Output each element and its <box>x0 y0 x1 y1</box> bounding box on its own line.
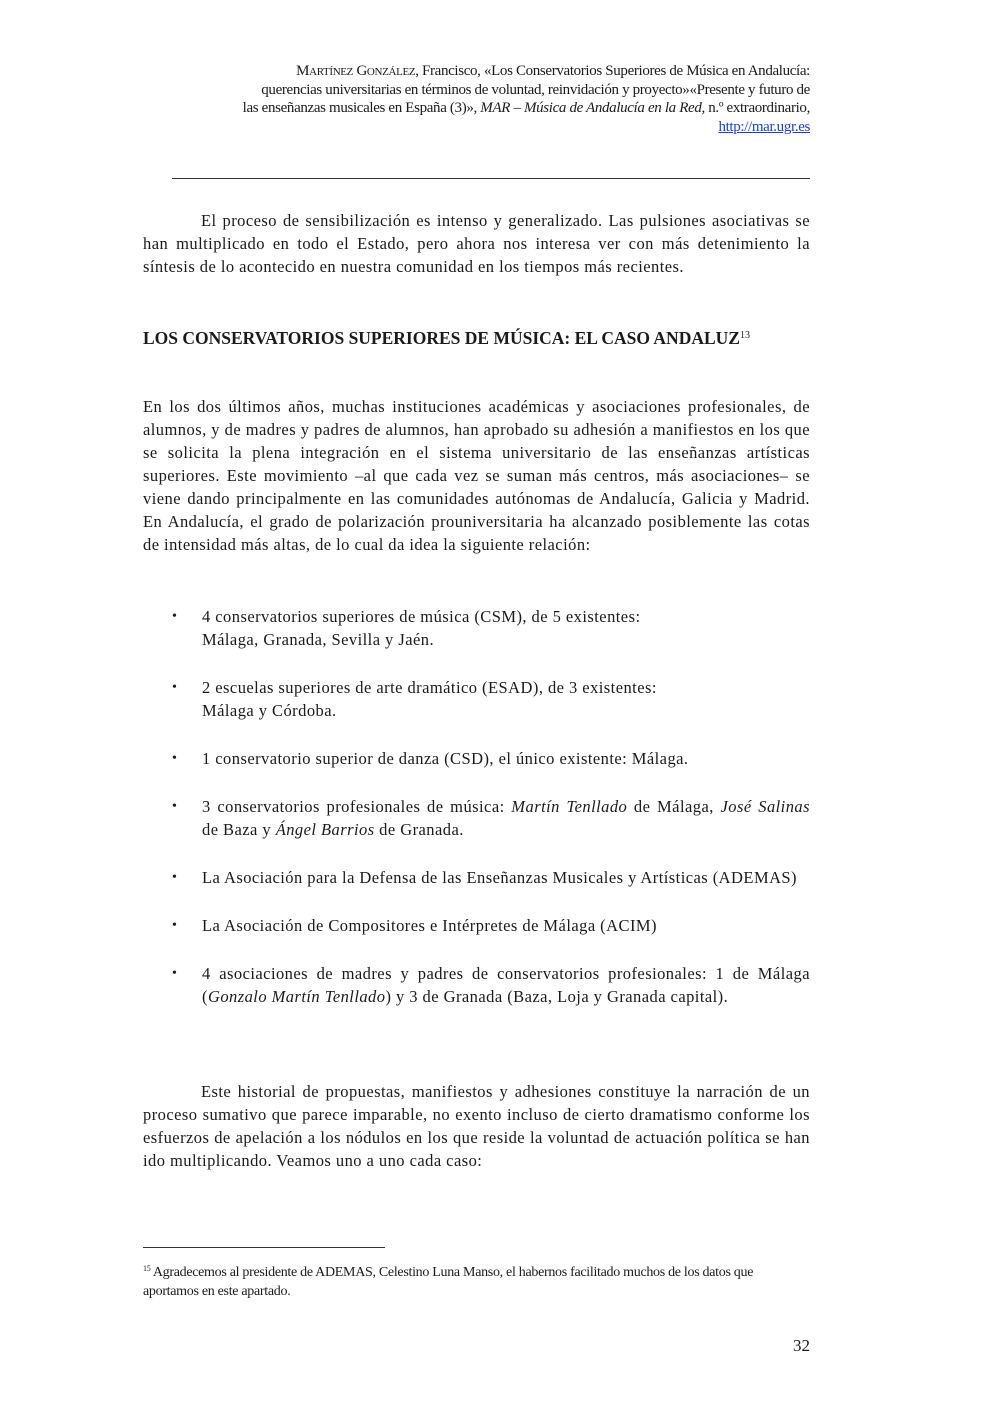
page-number: 32 <box>793 1336 810 1355</box>
paragraph-intro: El proceso de sensibilización es intenso y generalizado. Las pulsiones asociativas se han multiplicado en todo el Estado, pero ahora nos interesa ver con más detenimiento la síntesis de lo acontecido en nuestra comunidad en los tiempos más recientes. <box>143 211 810 276</box>
list-item: • La Asociación de Compositores e Intérpretes de Málaga (ACIM) <box>172 916 657 935</box>
header-line-3: las enseñanzas musicales en España (3)», MAR – Música de Andalucía en la Red, n.º extraordinario, <box>242 100 810 116</box>
footnote: $^{15}$ Agradecemos al presidente de ADEMAS, Celestino Luna Manso, el habernos facilitado muchos de los datos que aportamos en este apartado. <box>143 1264 754 1299</box>
header-line-2: querencias universitarias en términos de voluntad, reinvidación y proyecto»«Presente y futuro de <box>261 81 810 98</box>
list-item: • 3 conservatorios profesionales de música: Martín Tenllado de Málaga, José Salinas de Baza y Ángel Barrios de Granada. <box>172 797 810 839</box>
paragraph-main: En los dos últimos años, muchas instituciones académicas y asociaciones profesionales, de alumnos, y de madres y padres de alumnos, han aprobado su adhesión a manifiestos en los que se solicita la plena integración en el sistema universitario de las enseñanzas artísticas superiores. Este movimiento –al que cada vez se suman más centros, más asociaciones– se viene dando principalmente en las comunidades autónomas de Andalucía, Galicia y Madrid. En Andalucía, el grado de polarización prouniversitaria ha alcanzado posiblemente las cotas de intensidad más altas, de lo cual da idea la siguiente relación: <box>143 397 810 554</box>
list-item: • 2 escuelas superiores de arte dramático (ESAD), de 3 existentes: Málaga y Córdoba. <box>172 678 657 720</box>
header-divider <box>172 178 810 179</box>
running-header <box>140 62 810 136</box>
bullet-icon: • <box>172 680 178 695</box>
list-item: • 1 conservatorio superior de danza (CSD), el único existente: Málaga. <box>172 749 689 768</box>
bullet-list <box>172 605 810 1033</box>
header-line-4 <box>140 118 810 137</box>
list-item: • 4 asociaciones de madres y padres de conservatorios profesionales: 1 de Málaga (Gonzalo Martín Tenllado) y 3 de Granada (Baza, Loja y Granada capital). <box>172 964 810 1006</box>
bullet-icon: • <box>172 870 178 885</box>
bullet-icon: • <box>172 609 178 624</box>
footnote-marker: 15 <box>143 1264 151 1273</box>
section-heading: LOS CONSERVATORIOS SUPERIORES DE MÚSICA: EL CASO ANDALUZ$^{13}$ <box>143 328 750 348</box>
journal-link[interactable]: http://mar.ugr.es <box>718 118 810 135</box>
paragraph-closing: Este historial de propuestas, manifiestos y adhesiones constituye la narración de un proceso sumativo que parece imparable, no exento incluso de cierto dramatismo conforme los esfuerzos de apelación a los nódulos en los que reside la voluntad de actuación política se han ido multiplicando. Veamos uno a uno cada caso: <box>143 1082 810 1170</box>
journal-title: MAR – Música de Andalucía en la Red, <box>480 100 705 116</box>
header-author: Martínez González <box>296 63 416 79</box>
bullet-icon: • <box>172 966 178 981</box>
header-line-1: Martínez González, Francisco, «Los Conservatorios Superiores de Música en Andalucía: <box>296 63 810 79</box>
bullet-icon: • <box>172 799 178 814</box>
footnote-ref[interactable]: 13 <box>739 330 750 341</box>
footnote-divider <box>143 1247 385 1248</box>
bullet-icon: • <box>172 918 178 933</box>
list-item: • 4 conservatorios superiores de música (CSM), de 5 existentes: Málaga, Granada, Sevilla y Jaén. <box>172 607 641 649</box>
list-item: • La Asociación para la Defensa de las Enseñanzas Musicales y Artísticas (ADEMAS) <box>172 868 798 887</box>
bullet-icon: • <box>172 751 178 766</box>
